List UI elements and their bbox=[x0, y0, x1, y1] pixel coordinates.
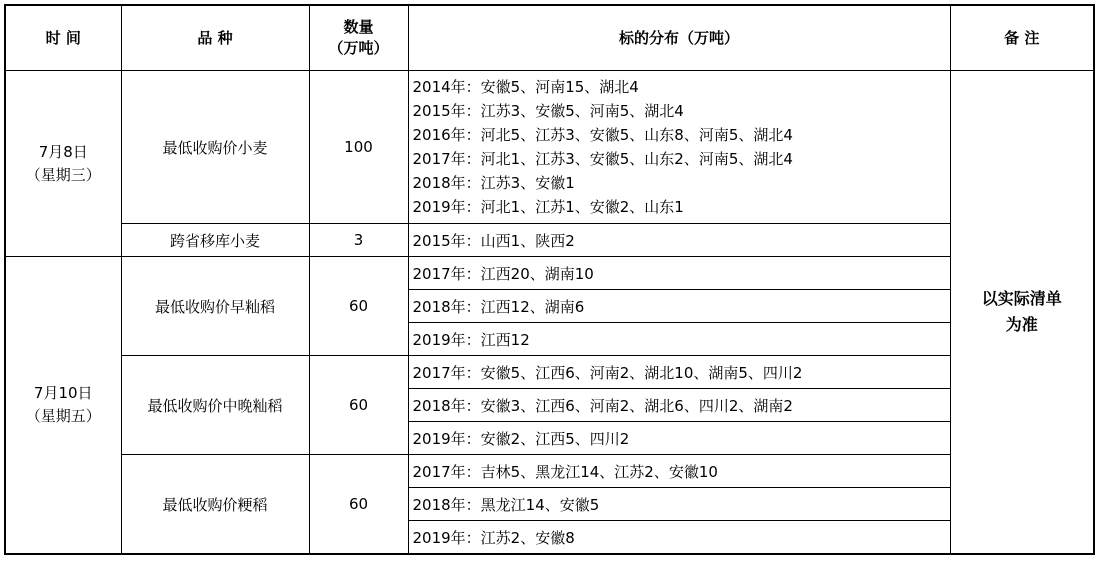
distribution-line: 2014年：安徽5、河南15、湖北4 bbox=[412, 78, 639, 96]
date-cell bbox=[5, 257, 121, 555]
date-cell bbox=[5, 71, 121, 257]
variety-cell: 最低收购价中晚籼稻 bbox=[121, 356, 309, 455]
quantity-cell: 60 bbox=[309, 455, 408, 555]
header-quantity-line2: （万吨） bbox=[328, 39, 389, 57]
distribution-line: 2018年：江苏3、安徽1 bbox=[412, 174, 575, 192]
variety-cell: 最低收购价小麦 bbox=[121, 71, 309, 224]
distribution-cell: 2019年：江苏2、安徽8 bbox=[408, 521, 950, 555]
table-row bbox=[5, 455, 1094, 488]
header-remarks: 备 注 bbox=[950, 5, 1094, 71]
header-variety: 品 种 bbox=[121, 5, 309, 71]
distribution-cell: 2017年：安徽5、江西6、河南2、湖北10、湖南5、四川2 bbox=[408, 356, 950, 389]
distribution-cell: 2015年：山西1、陕西2 bbox=[408, 224, 950, 257]
distribution-cell: 2019年：安徽2、江西5、四川2 bbox=[408, 422, 950, 455]
header-time: 时 间 bbox=[5, 5, 121, 71]
distribution-line: 2015年：江苏3、安徽5、河南5、湖北4 bbox=[412, 102, 684, 120]
quantity-cell: 3 bbox=[309, 224, 408, 257]
table-row bbox=[5, 356, 1094, 389]
quantity-cell: 100 bbox=[309, 71, 408, 224]
distribution-line: 2017年：河北1、江苏3、安徽5、山东2、河南5、湖北4 bbox=[412, 150, 793, 168]
variety-cell: 跨省移库小麦 bbox=[121, 224, 309, 257]
date-text: 7月8日 bbox=[38, 142, 88, 161]
table-row bbox=[5, 257, 1094, 290]
table-row bbox=[5, 224, 1094, 257]
distribution-cell: 2018年：江西12、湖南6 bbox=[408, 290, 950, 323]
quantity-cell: 60 bbox=[309, 257, 408, 356]
distribution-line: 2016年：河北5、江苏3、安徽5、山东8、河南5、湖北4 bbox=[412, 126, 793, 144]
variety-cell: 最低收购价粳稻 bbox=[121, 455, 309, 555]
weekday-text: （星期五） bbox=[25, 407, 101, 425]
table-row bbox=[5, 71, 1094, 224]
distribution-cell: 2019年：江西12 bbox=[408, 323, 950, 356]
header-quantity-line1: 数量 bbox=[343, 18, 374, 36]
header-distribution: 标的分布（万吨） bbox=[408, 5, 950, 71]
remarks-cell bbox=[950, 71, 1094, 555]
distribution-line: 2019年：河北1、江苏1、安徽2、山东1 bbox=[412, 198, 684, 216]
header-row bbox=[5, 5, 1094, 71]
quantity-cell: 60 bbox=[309, 356, 408, 455]
weekday-text: （星期三） bbox=[25, 165, 101, 184]
distribution-cell: 2017年：江西20、湖南10 bbox=[408, 257, 950, 290]
date-text: 7月10日 bbox=[33, 384, 93, 402]
header-quantity bbox=[309, 5, 408, 71]
variety-cell: 最低收购价早籼稻 bbox=[121, 257, 309, 356]
distribution-cell bbox=[408, 71, 950, 224]
remarks-line2: 为准 bbox=[1005, 315, 1038, 334]
remarks-line1: 以实际清单 bbox=[981, 289, 1062, 308]
auction-schedule-table bbox=[4, 4, 1095, 555]
distribution-cell: 2017年：吉林5、黑龙江14、江苏2、安徽10 bbox=[408, 455, 950, 488]
distribution-cell: 2018年：黑龙江14、安徽5 bbox=[408, 488, 950, 521]
distribution-cell: 2018年：安徽3、江西6、河南2、湖北6、四川2、湖南2 bbox=[408, 389, 950, 422]
